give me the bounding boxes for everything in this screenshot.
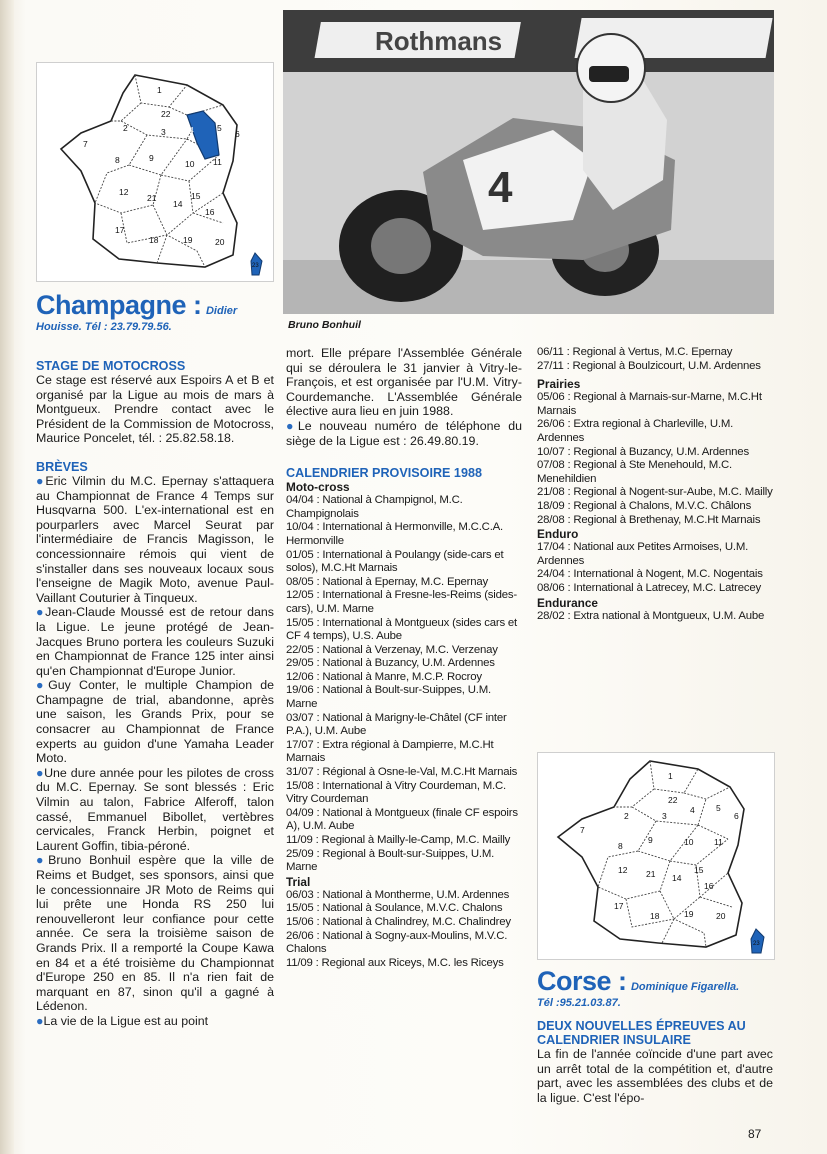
france-map-top: [36, 62, 274, 282]
cal-entry: 29/05 : National à Buzancy, U.M. Ardennes: [286, 657, 495, 670]
map-bottom-label: 22: [668, 795, 678, 805]
map-bottom-label: 5: [716, 803, 721, 813]
bullet-icon: ●: [286, 418, 298, 433]
cal-entry: 25/09 : Regional à Boult-sur-Suippes, U.M. Marne: [286, 847, 495, 874]
corse-text: La fin de l'année coïncide d'une part avec un arrêt total de la compétition et, d'autre part, avec les assemblées des clubs et de la ligue. C'est l'épo-: [537, 1047, 773, 1105]
cal-entry: 17/07 : Extra régional à Dampierre, M.C.Ht Marnais: [286, 738, 494, 765]
cal-entry: 04/04 : National à Champignol, M.C. Champignolais: [286, 494, 463, 520]
map-top-label: 8: [115, 155, 120, 165]
champagne-contact-name: Didier: [205, 305, 238, 317]
corse-region-title: [537, 966, 773, 997]
france-map-bottom-svg: [538, 753, 774, 959]
map-bottom-label: 7: [580, 825, 585, 835]
map-bottom-label: 23: [753, 941, 760, 947]
breve-item: ●Une dure année pour les pilotes de cross du M.C. Epernay. Se sont blessés : Eric Vilmin au talon, Fabrice Alferoff, talon cassé, Emmanuel Bibollet, vertèbres cervicales, Franck Herbin, poignet et Laurent Goffin, tibia-péroné.: [36, 765, 274, 853]
cal-entry: 31/07 : Régional à Osne-le-Val, M.C.Ht Marnais: [286, 766, 518, 779]
map-top-label: 22: [161, 109, 171, 119]
map-bottom-label: 21: [646, 869, 656, 879]
map-bottom-label: 8: [618, 841, 623, 851]
map-top-label: 7: [83, 139, 88, 149]
race-photo-svg: [283, 10, 774, 314]
breves-title: BRÈVES: [36, 459, 88, 474]
map-bottom-label: 17: [614, 901, 624, 911]
stage-text: Ce stage est réservé aux Espoirs A et B et organisé par la Ligue au mois de mars à Montgueux. Prendre contact avec le Président de la Commission de Motocross, Maurice Poncelet, tél. : 25.82.58.18.: [36, 373, 274, 446]
cal-entry: 07/08 : Regional à Ste Menehould, M.C. Menehildien: [537, 459, 733, 485]
race-photo: [283, 10, 774, 314]
map-bottom-label: 20: [716, 911, 726, 921]
cal-entry: 15/08 : International à Vitry Courdeman, M.C. Vitry Courdeman: [286, 779, 506, 806]
photo-banner-text: Rothmans: [375, 26, 503, 56]
map-top-label: 1: [157, 85, 162, 95]
cal-entry: 18/09 : Regional à Chalons, M.V.C. Châlons: [537, 499, 752, 512]
map-top-label: 19: [183, 235, 193, 245]
map-bottom-label: 11: [714, 837, 723, 847]
corse-contact-name: Dominique Figarella.: [630, 981, 740, 993]
breve-item: ●Bruno Bonhuil espère que la ville de Reims et Budget, ses sponsors, ainsi que le concessionnaire JR Moto de Reims qui lui prête une Honda RS 250 lui renouvelleront leur confiance pour cette année. Ce sera la troisième saison de Grands Prix. Il a remporté la Coupe Kawa en 84 et a été troisième du Championnat d'Europe 250 en 85. Il n'a rien fait de marquant en 87, sinon qu'il a gagné à Lédenon.: [36, 853, 274, 1014]
prairies-title: Prairies: [537, 377, 581, 392]
bullet-icon: ●: [36, 1013, 44, 1028]
breve-item: ●Guy Conter, le multiple Champion de Champagne de trial, abandonne, après une saison, les Grands Prix, pour se consacrer au Championnat de France experts au guidon d'une Yamaha Leader Moto.: [36, 678, 274, 766]
cal-entry: 27/11 : Regional à Boulzicourt, U.M. Ardennes: [537, 359, 761, 372]
cal-entry: 10/04 : International à Hermonville, M.C.C.A. Hermonville: [286, 521, 504, 547]
map-top-label: 17: [115, 225, 125, 235]
map-top-label: 6: [235, 129, 240, 139]
bullet-icon: ●: [36, 473, 46, 488]
cal-entry: 03/07 : National à Marigny-le-Châtel (CF inter P.A.), U.M. Aube: [286, 711, 507, 738]
corse-title-line1: DEUX NOUVELLES ÉPREUVES AU: [537, 1019, 746, 1033]
cal-entry: 21/08 : Regional à Nogent-sur-Aube, M.C. Mailly: [537, 486, 773, 499]
cal-entry: 01/05 : International à Poulangy (side-cars et solos), M.C.Ht Marnais: [286, 548, 504, 575]
map-top-label: 5: [217, 123, 222, 133]
breve-item: ●Eric Vilmin du M.C. Epernay s'attaquera au Championnat de France 4 Temps sur Husqvarna 500. L'ex-international est en pourparlers avec Marcel Seurat par l'intermédiaire de Francis Magisson, le concessionnaire rémois qui vient de s'installer dans ses nouveaux locaux sous l'enseigne de Magik Moto, avenue Paul-Vaillant Couturier à Tinqueux.: [36, 473, 274, 605]
map-top-label: 21: [147, 193, 157, 203]
map-bottom-label: 15: [694, 865, 704, 875]
map-top-label: 20: [215, 237, 225, 247]
champagne-contact-line: Houisse. Tél : 23.79.79.56.: [36, 321, 172, 333]
cal-entry: 17/04 : National aux Petites Armoises, U.M. Ardennes: [537, 541, 749, 567]
column-2: [286, 346, 522, 970]
map-bottom-label: 3: [662, 811, 667, 821]
france-map-top-svg: [37, 63, 273, 281]
page-spine: [0, 0, 14, 1154]
cal-entry: 08/06 : International à Latrecey, M.C. Latrecey: [537, 581, 762, 594]
corse-contact-line: Tél :95.21.03.87.: [537, 997, 621, 1009]
map-top-label: 16: [205, 207, 215, 217]
breve-item: ●La vie de la Ligue est au point: [36, 1013, 209, 1028]
map-bottom-label: 6: [734, 811, 739, 821]
map-top-label: 18: [149, 235, 159, 245]
map-bottom-label: 2: [624, 811, 629, 821]
page-number: 87: [748, 1127, 762, 1141]
cal-entry: 22/05 : National à Verzenay, M.C. Verzenay: [286, 643, 498, 656]
cal-entry: 26/06 : National à Sogny-aux-Moulins, M.V.C. Chalons: [286, 929, 508, 956]
cal-entry: 28/02 : Extra national à Montgueux, U.M. Aube: [537, 609, 765, 622]
cal-entry: 28/08 : Regional à Brethenay, M.C.Ht Marnais: [537, 513, 761, 526]
bullet-icon: ●: [36, 765, 45, 780]
map-top-label: 4: [189, 125, 194, 135]
champagne-header: [36, 290, 274, 333]
column-3: [537, 346, 773, 623]
map-top-label: 10: [185, 159, 195, 169]
bullet-icon: ●: [36, 678, 49, 693]
cal-entry: 12/05 : International à Fresne-les-Reims (sides-cars), U.M. Marne: [286, 589, 517, 615]
france-map-bottom: [537, 752, 775, 960]
cal-entry: 15/05 : National à Soulance, M.V.C. Chalons: [286, 902, 503, 915]
cal-entry: 05/06 : Regional à Marnais-sur-Marne, M.C.Ht Marnais: [537, 391, 762, 417]
cal-entry: 26/06 : Extra regional à Charleville, U.M. Ardennes: [537, 418, 734, 444]
trial-title: Trial: [286, 874, 311, 889]
champagne-region-title: [36, 290, 274, 321]
cal-entry: 08/05 : National à Epernay, M.C. Epernay: [286, 575, 488, 588]
map-bottom-label: 4: [690, 805, 695, 815]
cal-entry: 15/05 : International à Montgueux (sides cars et CF 4 temps), U.S. Aube: [286, 616, 518, 643]
champagne-region-name: Champagne :: [36, 290, 202, 320]
map-top-label: 9: [149, 153, 154, 163]
stage-title: STAGE DE MOTOCROSS: [36, 359, 186, 373]
map-top-label: 2: [123, 123, 128, 133]
column-1: [36, 359, 274, 1029]
endurance-title: Endurance: [537, 595, 598, 610]
map-top-label: 23: [252, 263, 259, 269]
map-bottom-label: 10: [684, 837, 694, 847]
cal-entry: 12/06 : National à Manre, M.C.P. Rocroy: [286, 670, 482, 683]
corse-section: [537, 966, 773, 1105]
map-bottom-label: 12: [618, 865, 628, 875]
cal-entry: 10/07 : Regional à Buzancy, U.M. Ardennes: [537, 445, 749, 458]
map-bottom-label: 19: [684, 909, 694, 919]
corse-title-line2: CALENDRIER INSULAIRE: [537, 1033, 691, 1047]
motocross-title: Moto-cross: [286, 480, 350, 495]
cal-entry: 24/04 : International à Nogent, M.C. Nogentais: [537, 568, 763, 581]
cal-entry: 11/09 : Regional aux Riceys, M.C. les Riceys: [286, 956, 504, 969]
continuation-text: mort. Elle prépare l'Assemblée Générale qui se déroulera le 31 janvier à Vitry-le-François, et est organisée par l'U.M. Vitry-Courdemanche. L'Assemblée Générale élective aura lieu en juin 1988.: [286, 346, 522, 419]
map-top-label: 15: [191, 191, 201, 201]
cal-entry: 15/06 : National à Chalindrey, M.C. Chalindrey: [286, 915, 511, 928]
cal-entry: 19/06 : National à Boult-sur-Suippes, U.M. Marne: [286, 684, 491, 711]
photo-bike-number: 4: [488, 163, 513, 212]
map-top-label: 12: [119, 187, 129, 197]
bullet-icon: ●: [36, 853, 49, 868]
corse-region-name: Corse :: [537, 966, 627, 996]
cal-entry: 11/09 : Regional à Mailly-le-Camp, M.C. Mailly: [286, 834, 511, 846]
calendar-title: CALENDRIER PROVISOIRE 1988: [286, 466, 482, 481]
map-top-label: 3: [161, 127, 166, 137]
photo-caption: Bruno Bonhuil: [288, 319, 361, 331]
map-bottom-label: 16: [704, 881, 714, 891]
map-bottom-label: 14: [672, 873, 682, 883]
phone-note: ●Le nouveau numéro de téléphone du siège de la Ligue est : 26.49.80.19.: [286, 418, 522, 448]
map-top-label: 14: [173, 199, 183, 209]
enduro-title: Enduro: [537, 527, 579, 542]
map-top-label: 11: [213, 157, 222, 167]
cal-entry: 06/03 : National à Montherme, U.M. Ardennes: [286, 888, 510, 901]
breve-item: ●Jean-Claude Moussé est de retour dans la Ligue. Le jeune protégé de Jean-Jacques Bruno portera les couleurs Suzuki en Championnat de France 125 inter ainsi qu'en Championnat d'Europe Junior.: [36, 605, 275, 678]
cal-entry: 04/09 : National à Montgueux (finale CF espoirs A), U.M. Aube: [286, 806, 518, 833]
map-bottom-label: 9: [648, 835, 653, 845]
map-bottom-label: 18: [650, 911, 660, 921]
map-bottom-label: 1: [668, 771, 673, 781]
cal-entry: 06/11 : Regional à Vertus, M.C. Epernay: [537, 346, 733, 358]
bullet-icon: ●: [36, 605, 46, 620]
